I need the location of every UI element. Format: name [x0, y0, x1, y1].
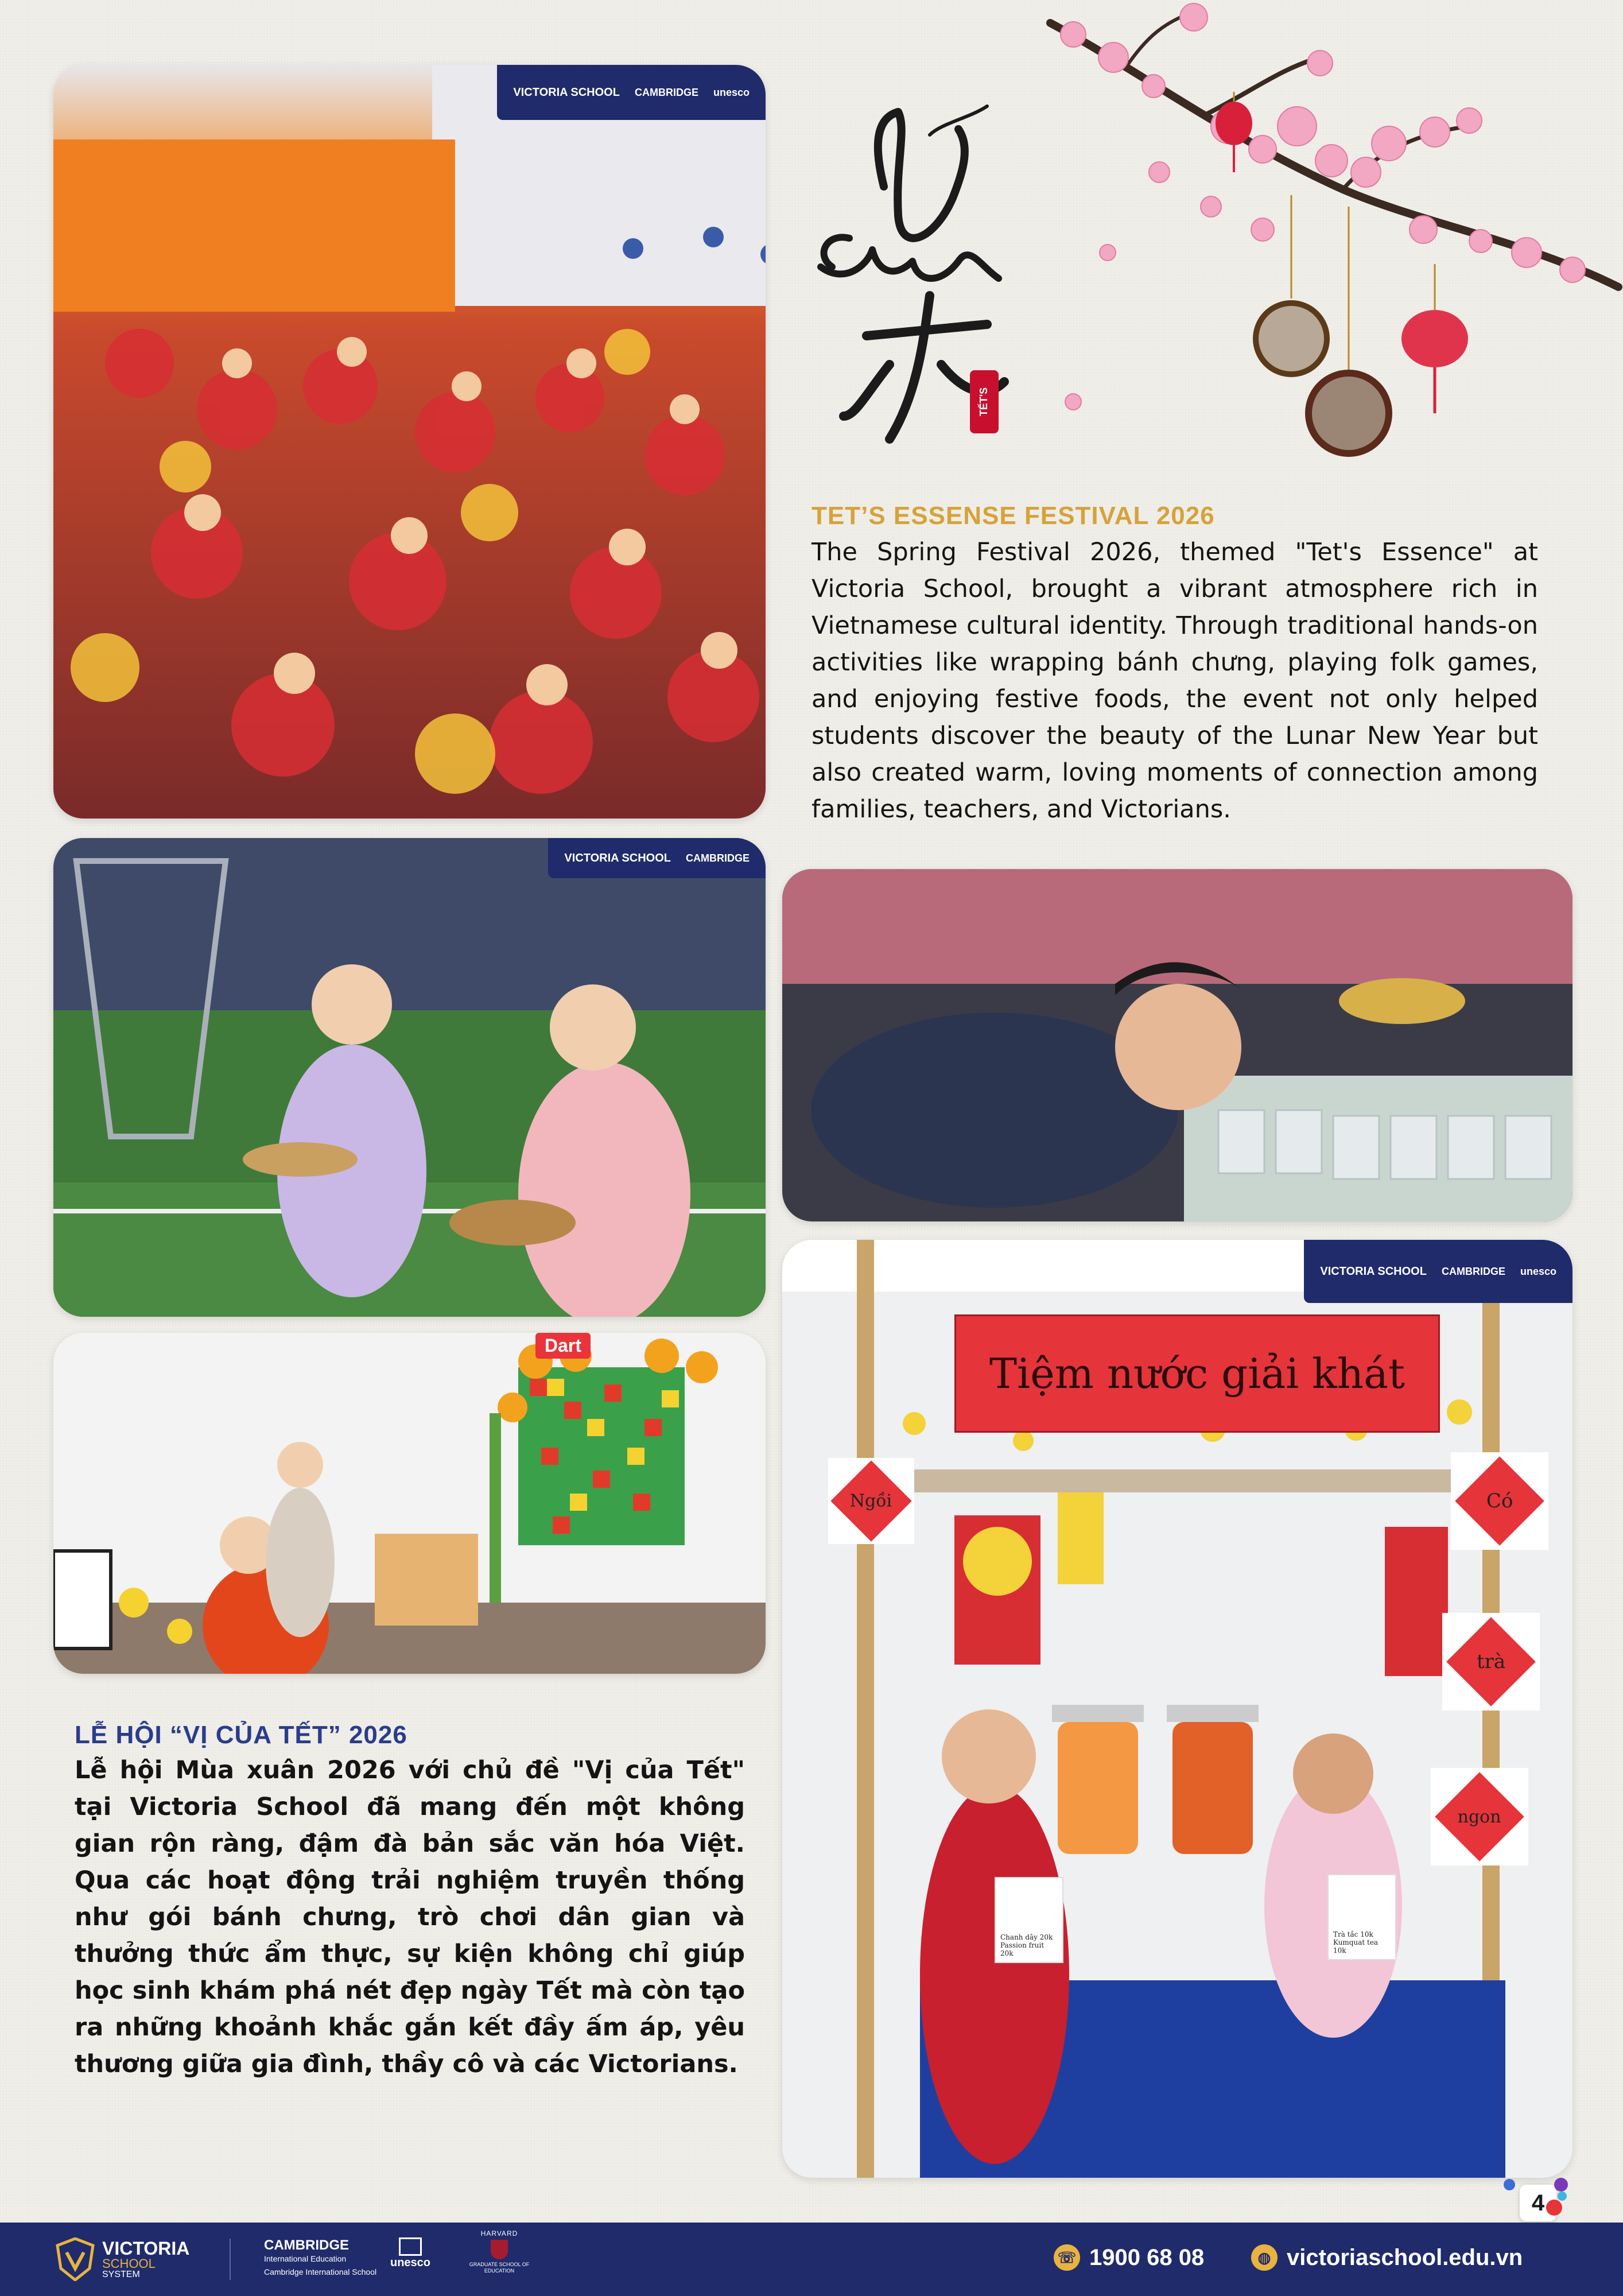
- victoria-logo: VICTORIA SCHOOL: [564, 851, 671, 864]
- footer-unesco-logo[interactable]: unesco: [390, 2237, 430, 2270]
- section-title-vi: LỄ HỘI “VỊ CỦA TẾT” 2026: [75, 1721, 407, 1749]
- card-co: Có: [1451, 1452, 1548, 1550]
- god-of-wealth-decoration: [954, 1515, 1040, 1665]
- photo-logo-strip: [497, 65, 766, 120]
- lantern-icon: [1401, 264, 1468, 413]
- price-card-left: Chanh dây 20k Passion fruit 20k: [995, 1877, 1063, 1963]
- photo-logo-strip: [548, 838, 766, 878]
- page-number-decoration: [1498, 2173, 1572, 2225]
- victoria-logo: VICTORIA SCHOOL: [1320, 1265, 1427, 1278]
- shield-icon: [55, 2237, 95, 2281]
- footer-cambridge-logo[interactable]: CAMBRIDGE International Education Cambridge International School: [264, 2237, 377, 2276]
- photo-drink-stall: [782, 1240, 1572, 2178]
- footer-victoria-logo[interactable]: VICTORIA SCHOOL SYSTEM: [55, 2237, 189, 2281]
- cambridge-logo: CAMBRIDGE: [686, 852, 750, 864]
- unesco-logo: unesco: [1520, 1265, 1556, 1277]
- photo-logo-strip: [1304, 1240, 1572, 1303]
- photo-girls-with-trays: [53, 838, 766, 1317]
- card-tra: trà: [1442, 1613, 1540, 1711]
- stall-sign: Tiệm nước giải khát: [954, 1314, 1440, 1433]
- section-body-en: The Spring Festival 2026, themed "Tet's Essence" at Victoria School, brought a vibrant atmosphere rich in Vietnamese cultural identity. Through traditional hands-on activities like wrapping bánh chưng, playing folk games, and enjoying festive foods, the event not only helped students discover the beauty of the Lunar New Year but also created warm, loving moments of connection among families, teachers, and Victorians.: [812, 538, 1538, 824]
- svg-text:TẾT'S: TẾT'S: [978, 387, 989, 417]
- victoria-logo: VICTORIA SCHOOL: [513, 86, 620, 99]
- unesco-logo: unesco: [713, 86, 750, 98]
- footer-phone[interactable]: ☏ 1900 68 08: [1054, 2244, 1204, 2271]
- card-ngon: ngon: [1431, 1768, 1528, 1865]
- cambridge-logo: CAMBRIDGE: [634, 86, 698, 98]
- photo-boy-blowing-game: [782, 869, 1572, 1221]
- section-body-vi: Lễ hội Mùa xuân 2026 với chủ đề "Vị của Tết" tại Victoria School đã mang đến một không gian rộn ràng, đậm đà bản sắc văn hóa Việt. Qua các hoạt động trải nghiệm truyền thống như gói bánh chưng, trò chơi dân gian và thưởng thức ẩm thực, sự kiện không chỉ giúp học sinh khám phá nét đẹp ngày Tết mà còn tạo ra những khoảnh khắc gắn kết đầy ấm áp, yêu thương giữa gia đình, thầy cô và các Victorians.: [75, 1756, 745, 2078]
- phone-icon: ☏: [1054, 2244, 1080, 2271]
- cambridge-logo: CAMBRIDGE: [1441, 1265, 1505, 1277]
- dart-sign: Dart: [535, 1333, 591, 1359]
- footer-website[interactable]: ◍ victoriaschool.edu.vn: [1251, 2244, 1523, 2271]
- footer-harvard-logo[interactable]: HARVARD GRADUATE SCHOOL OF EDUCATION: [469, 2229, 530, 2274]
- harvard-shield-icon: [491, 2240, 508, 2259]
- price-card-right: Trà tắc 10k Kumquat tea 10k: [1327, 1874, 1396, 1960]
- globe-icon: ◍: [1251, 2244, 1278, 2271]
- photo-dart-game: [53, 1333, 766, 1674]
- card-ngoi: Ngồi: [828, 1458, 914, 1544]
- footer-bar: [0, 2223, 1623, 2296]
- unesco-temple-icon: [399, 2237, 422, 2256]
- blossom-branch-decoration: [1022, 0, 1623, 471]
- page-number: 4: [1520, 2185, 1556, 2221]
- photo-students-crowd: [53, 65, 766, 819]
- section-title-en: TET’S ESSENSE FESTIVAL 2026: [812, 502, 1215, 530]
- calligraphy-title: [798, 95, 1039, 456]
